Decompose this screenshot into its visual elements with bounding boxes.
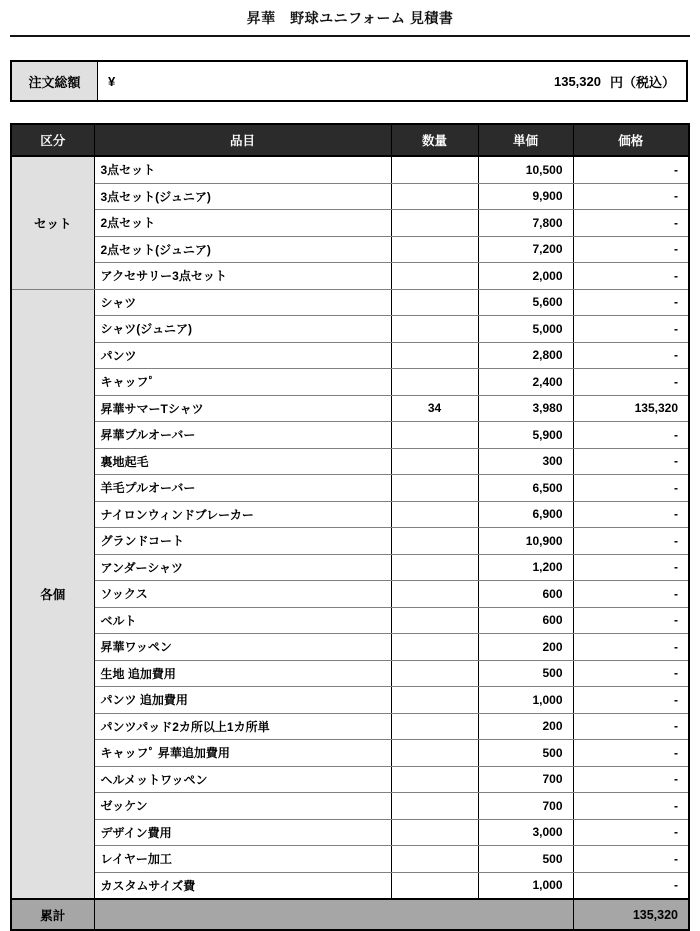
- order-total-value-cell: [98, 61, 688, 101]
- quantity-cell: [391, 448, 478, 475]
- item-name-cell: アンダーシャツ: [94, 554, 391, 581]
- table-row: [11, 236, 689, 263]
- item-name-cell: 3点セット: [94, 156, 391, 183]
- item-name-cell: パンツ: [94, 342, 391, 369]
- unit-price-cell: 6,500: [478, 475, 573, 502]
- unit-price-cell: 500: [478, 740, 573, 767]
- items-table-body: [11, 156, 689, 899]
- price-cell: -: [573, 660, 689, 687]
- table-row: [11, 740, 689, 767]
- quantity-cell: [391, 342, 478, 369]
- price-cell: -: [573, 342, 689, 369]
- table-row: [11, 342, 689, 369]
- quantity-cell: [391, 687, 478, 714]
- column-header-unit-price: 単価: [478, 124, 573, 156]
- price-cell: -: [573, 607, 689, 634]
- table-row: [11, 156, 689, 183]
- quantity-cell: [391, 183, 478, 210]
- unit-price-cell: 300: [478, 448, 573, 475]
- price-cell: -: [573, 316, 689, 343]
- grand-total-row: [11, 899, 689, 930]
- price-cell: -: [573, 581, 689, 608]
- price-cell: -: [573, 156, 689, 183]
- quantity-cell: [391, 819, 478, 846]
- quantity-cell: 34: [391, 395, 478, 422]
- quantity-cell: [391, 872, 478, 899]
- unit-price-cell: 200: [478, 713, 573, 740]
- item-name-cell: 羊毛プルオーバー: [94, 475, 391, 502]
- item-name-cell: 2点セット(ジュニア): [94, 236, 391, 263]
- unit-price-cell: 2,400: [478, 369, 573, 396]
- item-name-cell: ソックス: [94, 581, 391, 608]
- price-cell: -: [573, 369, 689, 396]
- item-name-cell: シャツ: [94, 289, 391, 316]
- unit-price-cell: 700: [478, 766, 573, 793]
- price-cell: -: [573, 448, 689, 475]
- item-name-cell: ナイロンウィンドブレーカー: [94, 501, 391, 528]
- quantity-cell: [391, 846, 478, 873]
- quantity-cell: [391, 289, 478, 316]
- table-row: [11, 793, 689, 820]
- unit-price-cell: 5,600: [478, 289, 573, 316]
- item-name-cell: ゼッケン: [94, 793, 391, 820]
- quantity-cell: [391, 766, 478, 793]
- unit-price-cell: 700: [478, 793, 573, 820]
- quantity-cell: [391, 713, 478, 740]
- item-name-cell: グランドコート: [94, 528, 391, 555]
- item-name-cell: 2点セット: [94, 210, 391, 237]
- items-table: [10, 123, 690, 931]
- table-row: [11, 210, 689, 237]
- unit-price-cell: 10,500: [478, 156, 573, 183]
- unit-price-cell: 10,900: [478, 528, 573, 555]
- grand-total-spacer: [94, 899, 573, 930]
- unit-price-cell: 7,200: [478, 236, 573, 263]
- table-row: [11, 687, 689, 714]
- unit-price-cell: 200: [478, 634, 573, 661]
- table-row: [11, 475, 689, 502]
- quantity-cell: [391, 263, 478, 290]
- table-row: [11, 501, 689, 528]
- item-name-cell: 昇華ワッペン: [94, 634, 391, 661]
- unit-price-cell: 6,900: [478, 501, 573, 528]
- item-name-cell: シャツ(ジュニア): [94, 316, 391, 343]
- unit-price-cell: 500: [478, 660, 573, 687]
- unit-price-cell: 600: [478, 607, 573, 634]
- item-name-cell: ヘルメットワッペン: [94, 766, 391, 793]
- price-cell: -: [573, 872, 689, 899]
- price-cell: -: [573, 793, 689, 820]
- order-total-row: [11, 61, 687, 101]
- table-row: [11, 713, 689, 740]
- quantity-cell: [391, 528, 478, 555]
- price-cell: 135,320: [573, 395, 689, 422]
- quantity-cell: [391, 554, 478, 581]
- items-table-footer: [11, 899, 689, 930]
- grand-total-label: 累計: [11, 899, 94, 930]
- table-row: [11, 766, 689, 793]
- price-cell: -: [573, 740, 689, 767]
- quantity-cell: [391, 660, 478, 687]
- table-row: [11, 183, 689, 210]
- order-total-label: 注文総額: [11, 61, 98, 101]
- item-name-cell: 昇華プルオーバー: [94, 422, 391, 449]
- quantity-cell: [391, 422, 478, 449]
- price-cell: -: [573, 634, 689, 661]
- item-name-cell: 3点セット(ジュニア): [94, 183, 391, 210]
- unit-price-cell: 2,800: [478, 342, 573, 369]
- unit-price-cell: 5,900: [478, 422, 573, 449]
- item-name-cell: デザイン費用: [94, 819, 391, 846]
- unit-price-cell: 9,900: [478, 183, 573, 210]
- order-total-value: [99, 72, 685, 91]
- unit-price-cell: 3,980: [478, 395, 573, 422]
- unit-price-cell: 5,000: [478, 316, 573, 343]
- quantity-cell: [391, 634, 478, 661]
- price-cell: -: [573, 183, 689, 210]
- price-cell: -: [573, 713, 689, 740]
- table-row: [11, 263, 689, 290]
- item-name-cell: パンツ 追加費用: [94, 687, 391, 714]
- quantity-cell: [391, 740, 478, 767]
- order-total-suffix: 円（税込）: [609, 74, 675, 90]
- estimate-document: [0, 8, 700, 923]
- item-name-cell: 昇華サマーTシャツ: [94, 395, 391, 422]
- quantity-cell: [391, 475, 478, 502]
- table-row: [11, 528, 689, 555]
- grand-total-value: 135,320: [573, 899, 689, 930]
- unit-price-cell: 1,000: [478, 687, 573, 714]
- quantity-cell: [391, 236, 478, 263]
- table-row: [11, 607, 689, 634]
- price-cell: -: [573, 263, 689, 290]
- header-row: [11, 124, 689, 156]
- item-name-cell: キャッフﾟ 昇華追加費用: [94, 740, 391, 767]
- item-name-cell: レイヤー加工: [94, 846, 391, 873]
- table-row: [11, 554, 689, 581]
- unit-price-cell: 2,000: [478, 263, 573, 290]
- price-cell: -: [573, 501, 689, 528]
- item-name-cell: ベルト: [94, 607, 391, 634]
- table-row: [11, 289, 689, 316]
- table-row: [11, 316, 689, 343]
- item-name-cell: キャッフﾟ: [94, 369, 391, 396]
- quantity-cell: [391, 156, 478, 183]
- quantity-cell: [391, 793, 478, 820]
- table-row: [11, 634, 689, 661]
- quantity-cell: [391, 369, 478, 396]
- category-cell: 各個: [11, 289, 94, 899]
- table-row: [11, 660, 689, 687]
- price-cell: -: [573, 819, 689, 846]
- price-cell: -: [573, 554, 689, 581]
- quantity-cell: [391, 581, 478, 608]
- price-cell: -: [573, 687, 689, 714]
- column-header-price: 価格: [573, 124, 689, 156]
- table-row: [11, 422, 689, 449]
- table-row: [11, 448, 689, 475]
- currency-symbol: ¥: [108, 73, 116, 89]
- title-divider: [10, 35, 690, 37]
- order-total-table: [10, 60, 688, 102]
- column-header-quantity: 数量: [391, 124, 478, 156]
- price-cell: -: [573, 210, 689, 237]
- table-row: [11, 872, 689, 899]
- unit-price-cell: 600: [478, 581, 573, 608]
- quantity-cell: [391, 607, 478, 634]
- price-cell: -: [573, 236, 689, 263]
- price-cell: -: [573, 528, 689, 555]
- table-row: [11, 369, 689, 396]
- quantity-cell: [391, 210, 478, 237]
- unit-price-cell: 7,800: [478, 210, 573, 237]
- item-name-cell: 裏地起毛: [94, 448, 391, 475]
- item-name-cell: 生地 追加費用: [94, 660, 391, 687]
- table-row: [11, 846, 689, 873]
- item-name-cell: アクセサリー3点セット: [94, 263, 391, 290]
- unit-price-cell: 500: [478, 846, 573, 873]
- order-total-amount-group: [554, 72, 675, 91]
- price-cell: -: [573, 766, 689, 793]
- quantity-cell: [391, 316, 478, 343]
- table-row: [11, 581, 689, 608]
- price-cell: -: [573, 846, 689, 873]
- table-row: [11, 819, 689, 846]
- price-cell: -: [573, 475, 689, 502]
- unit-price-cell: 1,000: [478, 872, 573, 899]
- item-name-cell: パンツパッド2カ所以上1カ所単: [94, 713, 391, 740]
- document-title: 昇華 野球ユニフォーム 見積書: [246, 10, 454, 26]
- category-cell: セット: [11, 156, 94, 289]
- items-table-header: [11, 124, 689, 156]
- unit-price-cell: 1,200: [478, 554, 573, 581]
- unit-price-cell: 3,000: [478, 819, 573, 846]
- column-header-item: 品目: [94, 124, 391, 156]
- table-row: [11, 395, 689, 422]
- price-cell: -: [573, 422, 689, 449]
- order-total-amount: 135,320: [553, 73, 601, 89]
- quantity-cell: [391, 501, 478, 528]
- price-cell: -: [573, 289, 689, 316]
- item-name-cell: カスタムサイズ費: [94, 872, 391, 899]
- column-header-category: 区分: [11, 124, 94, 156]
